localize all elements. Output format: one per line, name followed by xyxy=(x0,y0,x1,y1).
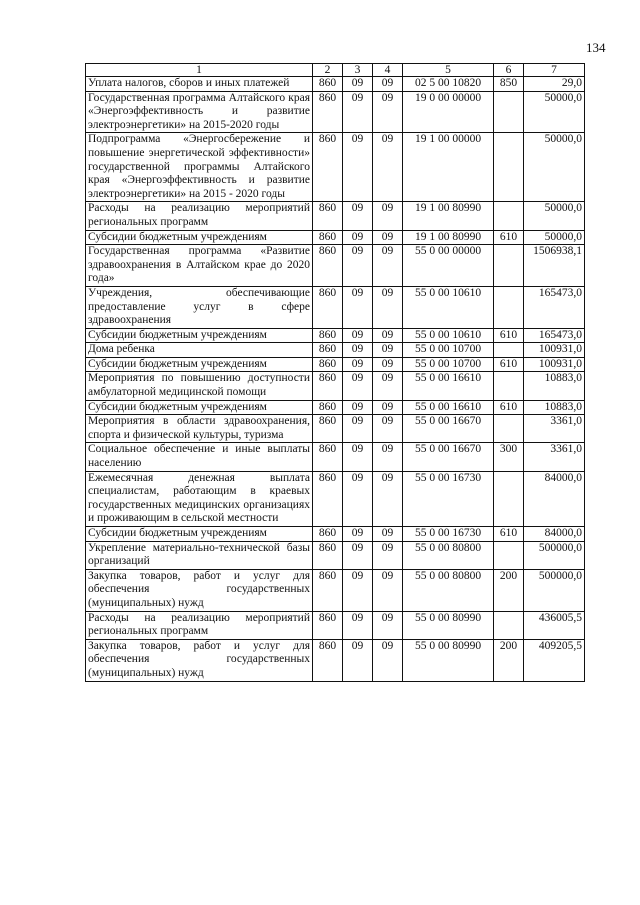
row-amount: 10883,0 xyxy=(524,372,585,400)
row-target-article: 55 0 00 16670 xyxy=(403,415,494,443)
header-col-6: 6 xyxy=(494,64,524,77)
budget-table xyxy=(85,63,585,682)
header-col-7: 7 xyxy=(524,64,585,77)
row-target-article: 55 0 00 80800 xyxy=(403,541,494,569)
row-amount: 409205,5 xyxy=(524,639,585,681)
row-section: 09 xyxy=(343,443,373,471)
row-section: 09 xyxy=(343,133,373,202)
row-expense-type xyxy=(494,286,524,328)
table-row xyxy=(86,611,585,639)
row-name: Дома ребенка xyxy=(86,343,313,358)
row-amount: 500000,0 xyxy=(524,569,585,611)
row-target-article: 19 0 00 00000 xyxy=(403,91,494,133)
row-subsection: 09 xyxy=(373,230,403,245)
row-admin-code: 860 xyxy=(313,443,343,471)
row-admin-code: 860 xyxy=(313,357,343,372)
row-subsection: 09 xyxy=(373,91,403,133)
row-subsection: 09 xyxy=(373,611,403,639)
row-target-article: 55 0 00 80800 xyxy=(403,569,494,611)
row-name: Уплата налогов, сборов и иных платежей xyxy=(86,77,313,92)
row-target-article: 55 0 00 16610 xyxy=(403,400,494,415)
row-name: Государственная программа «Развитие здравоохранения в Алтайском крае до 2020 года» xyxy=(86,245,313,287)
row-subsection: 09 xyxy=(373,77,403,92)
row-admin-code: 860 xyxy=(313,245,343,287)
row-subsection: 09 xyxy=(373,569,403,611)
row-amount: 10883,0 xyxy=(524,400,585,415)
row-subsection: 09 xyxy=(373,415,403,443)
row-expense-type xyxy=(494,245,524,287)
row-amount: 100931,0 xyxy=(524,357,585,372)
row-subsection: 09 xyxy=(373,400,403,415)
row-target-article: 19 1 00 80990 xyxy=(403,230,494,245)
row-expense-type: 610 xyxy=(494,400,524,415)
row-expense-type: 200 xyxy=(494,569,524,611)
row-subsection: 09 xyxy=(373,133,403,202)
row-target-article: 55 0 00 16610 xyxy=(403,372,494,400)
row-admin-code: 860 xyxy=(313,527,343,542)
page-number: 134 xyxy=(586,40,606,55)
header-col-4: 4 xyxy=(373,64,403,77)
table-row xyxy=(86,443,585,471)
row-expense-type xyxy=(494,611,524,639)
row-target-article: 55 0 00 80990 xyxy=(403,639,494,681)
row-target-article: 55 0 00 16730 xyxy=(403,471,494,526)
row-name: Укрепление материально-технической базы организаций xyxy=(86,541,313,569)
row-subsection: 09 xyxy=(373,471,403,526)
row-admin-code: 860 xyxy=(313,415,343,443)
table-row xyxy=(86,415,585,443)
row-amount: 84000,0 xyxy=(524,527,585,542)
row-subsection: 09 xyxy=(373,639,403,681)
row-subsection: 09 xyxy=(373,372,403,400)
row-admin-code: 860 xyxy=(313,77,343,92)
row-expense-type: 610 xyxy=(494,328,524,343)
table-row xyxy=(86,527,585,542)
row-name: Социальное обеспечение и иные выплаты населению xyxy=(86,443,313,471)
row-name: Учреждения, обеспечивающие предоставление услуг в сфере здравоохранения xyxy=(86,286,313,328)
budget-table-body xyxy=(86,64,585,682)
row-name: Мероприятия в области здравоохранения, спорта и физической культуры, туризма xyxy=(86,415,313,443)
row-target-article: 55 0 00 00000 xyxy=(403,245,494,287)
row-admin-code: 860 xyxy=(313,230,343,245)
row-subsection: 09 xyxy=(373,328,403,343)
row-name: Субсидии бюджетным учреждениям xyxy=(86,400,313,415)
row-expense-type xyxy=(494,202,524,230)
table-row xyxy=(86,569,585,611)
table-row xyxy=(86,245,585,287)
row-target-article: 55 0 00 10700 xyxy=(403,357,494,372)
row-subsection: 09 xyxy=(373,245,403,287)
row-section: 09 xyxy=(343,415,373,443)
table-row xyxy=(86,639,585,681)
row-section: 09 xyxy=(343,245,373,287)
row-subsection: 09 xyxy=(373,541,403,569)
table-row xyxy=(86,230,585,245)
row-expense-type: 610 xyxy=(494,230,524,245)
table-row xyxy=(86,357,585,372)
table-row xyxy=(86,343,585,358)
row-section: 09 xyxy=(343,343,373,358)
header-col-3: 3 xyxy=(343,64,373,77)
row-subsection: 09 xyxy=(373,527,403,542)
row-target-article: 02 5 00 10820 xyxy=(403,77,494,92)
table-row xyxy=(86,133,585,202)
row-section: 09 xyxy=(343,569,373,611)
row-admin-code: 860 xyxy=(313,639,343,681)
row-amount: 100931,0 xyxy=(524,343,585,358)
table-row xyxy=(86,202,585,230)
row-section: 09 xyxy=(343,286,373,328)
row-name: Расходы на реализацию мероприятий региональных программ xyxy=(86,611,313,639)
row-amount: 84000,0 xyxy=(524,471,585,526)
header-col-5: 5 xyxy=(403,64,494,77)
row-admin-code: 860 xyxy=(313,400,343,415)
row-name: Субсидии бюджетным учреждениям xyxy=(86,328,313,343)
row-amount: 436005,5 xyxy=(524,611,585,639)
row-subsection: 09 xyxy=(373,443,403,471)
row-expense-type: 200 xyxy=(494,639,524,681)
row-target-article: 55 0 00 10700 xyxy=(403,343,494,358)
row-admin-code: 860 xyxy=(313,541,343,569)
row-expense-type xyxy=(494,343,524,358)
row-amount: 500000,0 xyxy=(524,541,585,569)
row-expense-type: 300 xyxy=(494,443,524,471)
row-amount: 29,0 xyxy=(524,77,585,92)
table-row xyxy=(86,77,585,92)
row-amount: 3361,0 xyxy=(524,443,585,471)
row-amount: 50000,0 xyxy=(524,133,585,202)
row-section: 09 xyxy=(343,230,373,245)
row-subsection: 09 xyxy=(373,357,403,372)
row-admin-code: 860 xyxy=(313,91,343,133)
row-subsection: 09 xyxy=(373,202,403,230)
row-target-article: 55 0 00 10610 xyxy=(403,328,494,343)
row-target-article: 19 1 00 00000 xyxy=(403,133,494,202)
row-section: 09 xyxy=(343,372,373,400)
table-row xyxy=(86,286,585,328)
row-admin-code: 860 xyxy=(313,569,343,611)
header-col-2: 2 xyxy=(313,64,343,77)
header-row xyxy=(86,64,585,77)
table-row xyxy=(86,328,585,343)
row-name: Закупка товаров, работ и услуг для обеспечения государственных (муниципальных) нужд xyxy=(86,569,313,611)
row-expense-type xyxy=(494,133,524,202)
row-admin-code: 860 xyxy=(313,611,343,639)
row-name: Субсидии бюджетным учреждениям xyxy=(86,230,313,245)
row-section: 09 xyxy=(343,357,373,372)
row-section: 09 xyxy=(343,611,373,639)
row-section: 09 xyxy=(343,202,373,230)
row-name: Субсидии бюджетным учреждениям xyxy=(86,357,313,372)
row-target-article: 55 0 00 16730 xyxy=(403,527,494,542)
table-row xyxy=(86,471,585,526)
row-admin-code: 860 xyxy=(313,471,343,526)
row-section: 09 xyxy=(343,91,373,133)
header-col-1: 1 xyxy=(86,64,313,77)
row-amount: 165473,0 xyxy=(524,328,585,343)
row-amount: 165473,0 xyxy=(524,286,585,328)
row-section: 09 xyxy=(343,400,373,415)
row-admin-code: 860 xyxy=(313,133,343,202)
table-row xyxy=(86,541,585,569)
row-section: 09 xyxy=(343,471,373,526)
row-section: 09 xyxy=(343,639,373,681)
row-section: 09 xyxy=(343,527,373,542)
row-target-article: 55 0 00 16670 xyxy=(403,443,494,471)
row-name: Закупка товаров, работ и услуг для обеспечения государственных (муниципальных) нужд xyxy=(86,639,313,681)
row-name: Субсидии бюджетным учреждениям xyxy=(86,527,313,542)
row-expense-type xyxy=(494,541,524,569)
row-admin-code: 860 xyxy=(313,202,343,230)
row-subsection: 09 xyxy=(373,286,403,328)
row-expense-type: 610 xyxy=(494,357,524,372)
row-section: 09 xyxy=(343,328,373,343)
table-row xyxy=(86,372,585,400)
row-admin-code: 860 xyxy=(313,328,343,343)
row-amount: 50000,0 xyxy=(524,91,585,133)
row-target-article: 55 0 00 80990 xyxy=(403,611,494,639)
table-row xyxy=(86,91,585,133)
row-amount: 50000,0 xyxy=(524,202,585,230)
row-expense-type: 610 xyxy=(494,527,524,542)
row-admin-code: 860 xyxy=(313,343,343,358)
row-expense-type xyxy=(494,91,524,133)
row-subsection: 09 xyxy=(373,343,403,358)
row-expense-type xyxy=(494,471,524,526)
row-amount: 3361,0 xyxy=(524,415,585,443)
row-amount: 50000,0 xyxy=(524,230,585,245)
row-target-article: 55 0 00 10610 xyxy=(403,286,494,328)
row-section: 09 xyxy=(343,77,373,92)
row-name: Ежемесячная денежная выплата специалистам, работающим в краевых государственных медицинских организациях и проживающим в сельской местности xyxy=(86,471,313,526)
row-expense-type: 850 xyxy=(494,77,524,92)
row-target-article: 19 1 00 80990 xyxy=(403,202,494,230)
row-name: Государственная программа Алтайского края «Энергоэффективность и развитие электроэнергетики» на 2015-2020 годы xyxy=(86,91,313,133)
row-admin-code: 860 xyxy=(313,372,343,400)
row-name: Мероприятия по повышению доступности амбулаторной медицинской помощи xyxy=(86,372,313,400)
table-row xyxy=(86,400,585,415)
row-section: 09 xyxy=(343,541,373,569)
row-name: Подпрограмма «Энергосбережение и повышение энергетической эффективности» государственной программы Алтайского края «Энергоэффективность и развитие электроэнергетики» на 2015 - 2020 годы xyxy=(86,133,313,202)
row-admin-code: 860 xyxy=(313,286,343,328)
row-expense-type xyxy=(494,415,524,443)
row-name: Расходы на реализацию мероприятий региональных программ xyxy=(86,202,313,230)
row-amount: 1506938,1 xyxy=(524,245,585,287)
row-expense-type xyxy=(494,372,524,400)
